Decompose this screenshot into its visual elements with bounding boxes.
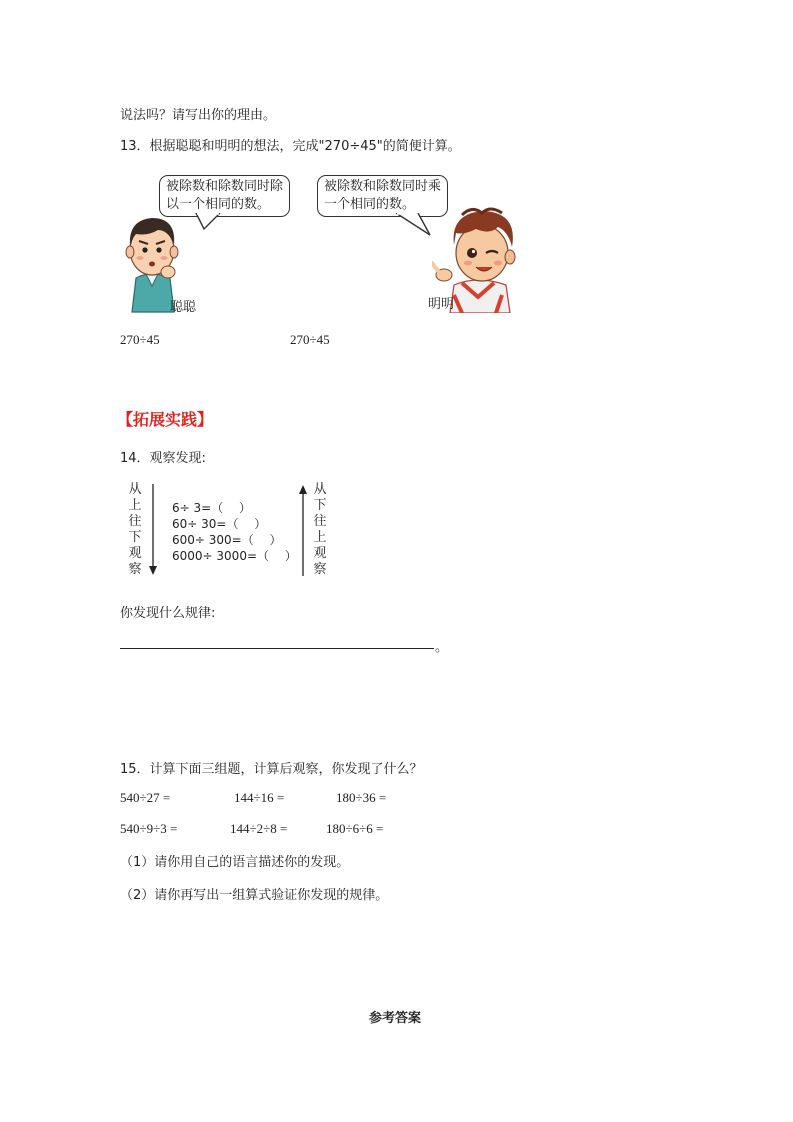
label-btt-char-4: 上: [313, 530, 327, 545]
q12-tail-text: 说法吗？请写出你的理由。: [120, 108, 277, 123]
bubble-left-line-2: 以一个相同的数。: [166, 197, 271, 212]
q14-prompt: 14．观察发现:: [120, 451, 206, 466]
bubble-right-line-2: 一个相同的数。: [324, 197, 416, 212]
label-ttb-char-5: 观: [128, 546, 142, 561]
label-btt-char-5: 观: [313, 546, 327, 561]
q15-sub-question-1: （1）请你用自己的语言描述你的发现。: [120, 855, 350, 870]
q15-prompt: 15．计算下面三组题，计算后观察，你发现了什么？: [120, 762, 423, 777]
q14-equation-4: 6000÷ 3000=（ ）: [172, 549, 297, 563]
q13-expression-left: 270÷45: [120, 332, 160, 347]
q13-prompt: 13．根据聪聪和明明的想法，完成"270÷45"的简便计算。: [120, 139, 461, 154]
q14-equation-3: 600÷ 300=（ ）: [172, 533, 282, 547]
q14-end-mark: 。: [435, 640, 449, 655]
q15-sub-question-2: （2）请你再写出一组算式验证你发现的规律。: [120, 888, 389, 903]
q15-row1-expr-3: 180÷36 =: [336, 790, 387, 805]
q14-equation-1: 6÷ 3=（ ）: [172, 501, 252, 515]
answer-key-title: 参考答案: [369, 1011, 422, 1026]
q14-answer-line[interactable]: [120, 648, 434, 649]
speech-bubble-right: [317, 175, 448, 217]
name-congcong: 聪聪: [170, 300, 197, 315]
q15-row2-expr-3: 180÷6÷6 =: [326, 821, 384, 836]
q15-row2-expr-1: 540÷9÷3 =: [120, 821, 178, 836]
label-btt-char-3: 往: [313, 514, 327, 529]
q15-row1-expr-2: 144÷16 =: [234, 790, 285, 805]
label-btt-char-2: 下: [313, 498, 327, 513]
label-btt-char-1: 从: [313, 482, 327, 497]
label-top-to-bottom: [127, 482, 143, 578]
q14-equation-2: 60÷ 30=（ ）: [172, 517, 267, 531]
arrow-up-icon: [298, 484, 308, 576]
section-heading-extension-practice: 【拓展实践】: [117, 410, 214, 429]
name-mingming: 明明: [428, 297, 455, 312]
q15-row2-expr-2: 144÷2÷8 =: [230, 821, 288, 836]
label-ttb-char-6: 察: [128, 562, 142, 577]
bubble-right-line-1: 被除数和除数同时乘: [324, 179, 442, 194]
bubble-left-line-1: 被除数和除数同时除: [166, 179, 284, 194]
arrow-down-icon: [148, 484, 158, 576]
label-btt-char-6: 察: [313, 562, 327, 577]
label-bottom-to-top: [312, 482, 328, 578]
q15-row1-expr-1: 540÷27 =: [120, 790, 171, 805]
label-ttb-char-3: 往: [128, 514, 142, 529]
label-ttb-char-1: 从: [128, 482, 142, 497]
label-ttb-char-2: 上: [128, 498, 142, 513]
q14-question: 你发现什么规律:: [120, 606, 216, 621]
label-ttb-char-4: 下: [128, 530, 142, 545]
q13-expression-right: 270÷45: [290, 332, 330, 347]
bubble-left-tail: [190, 213, 230, 231]
